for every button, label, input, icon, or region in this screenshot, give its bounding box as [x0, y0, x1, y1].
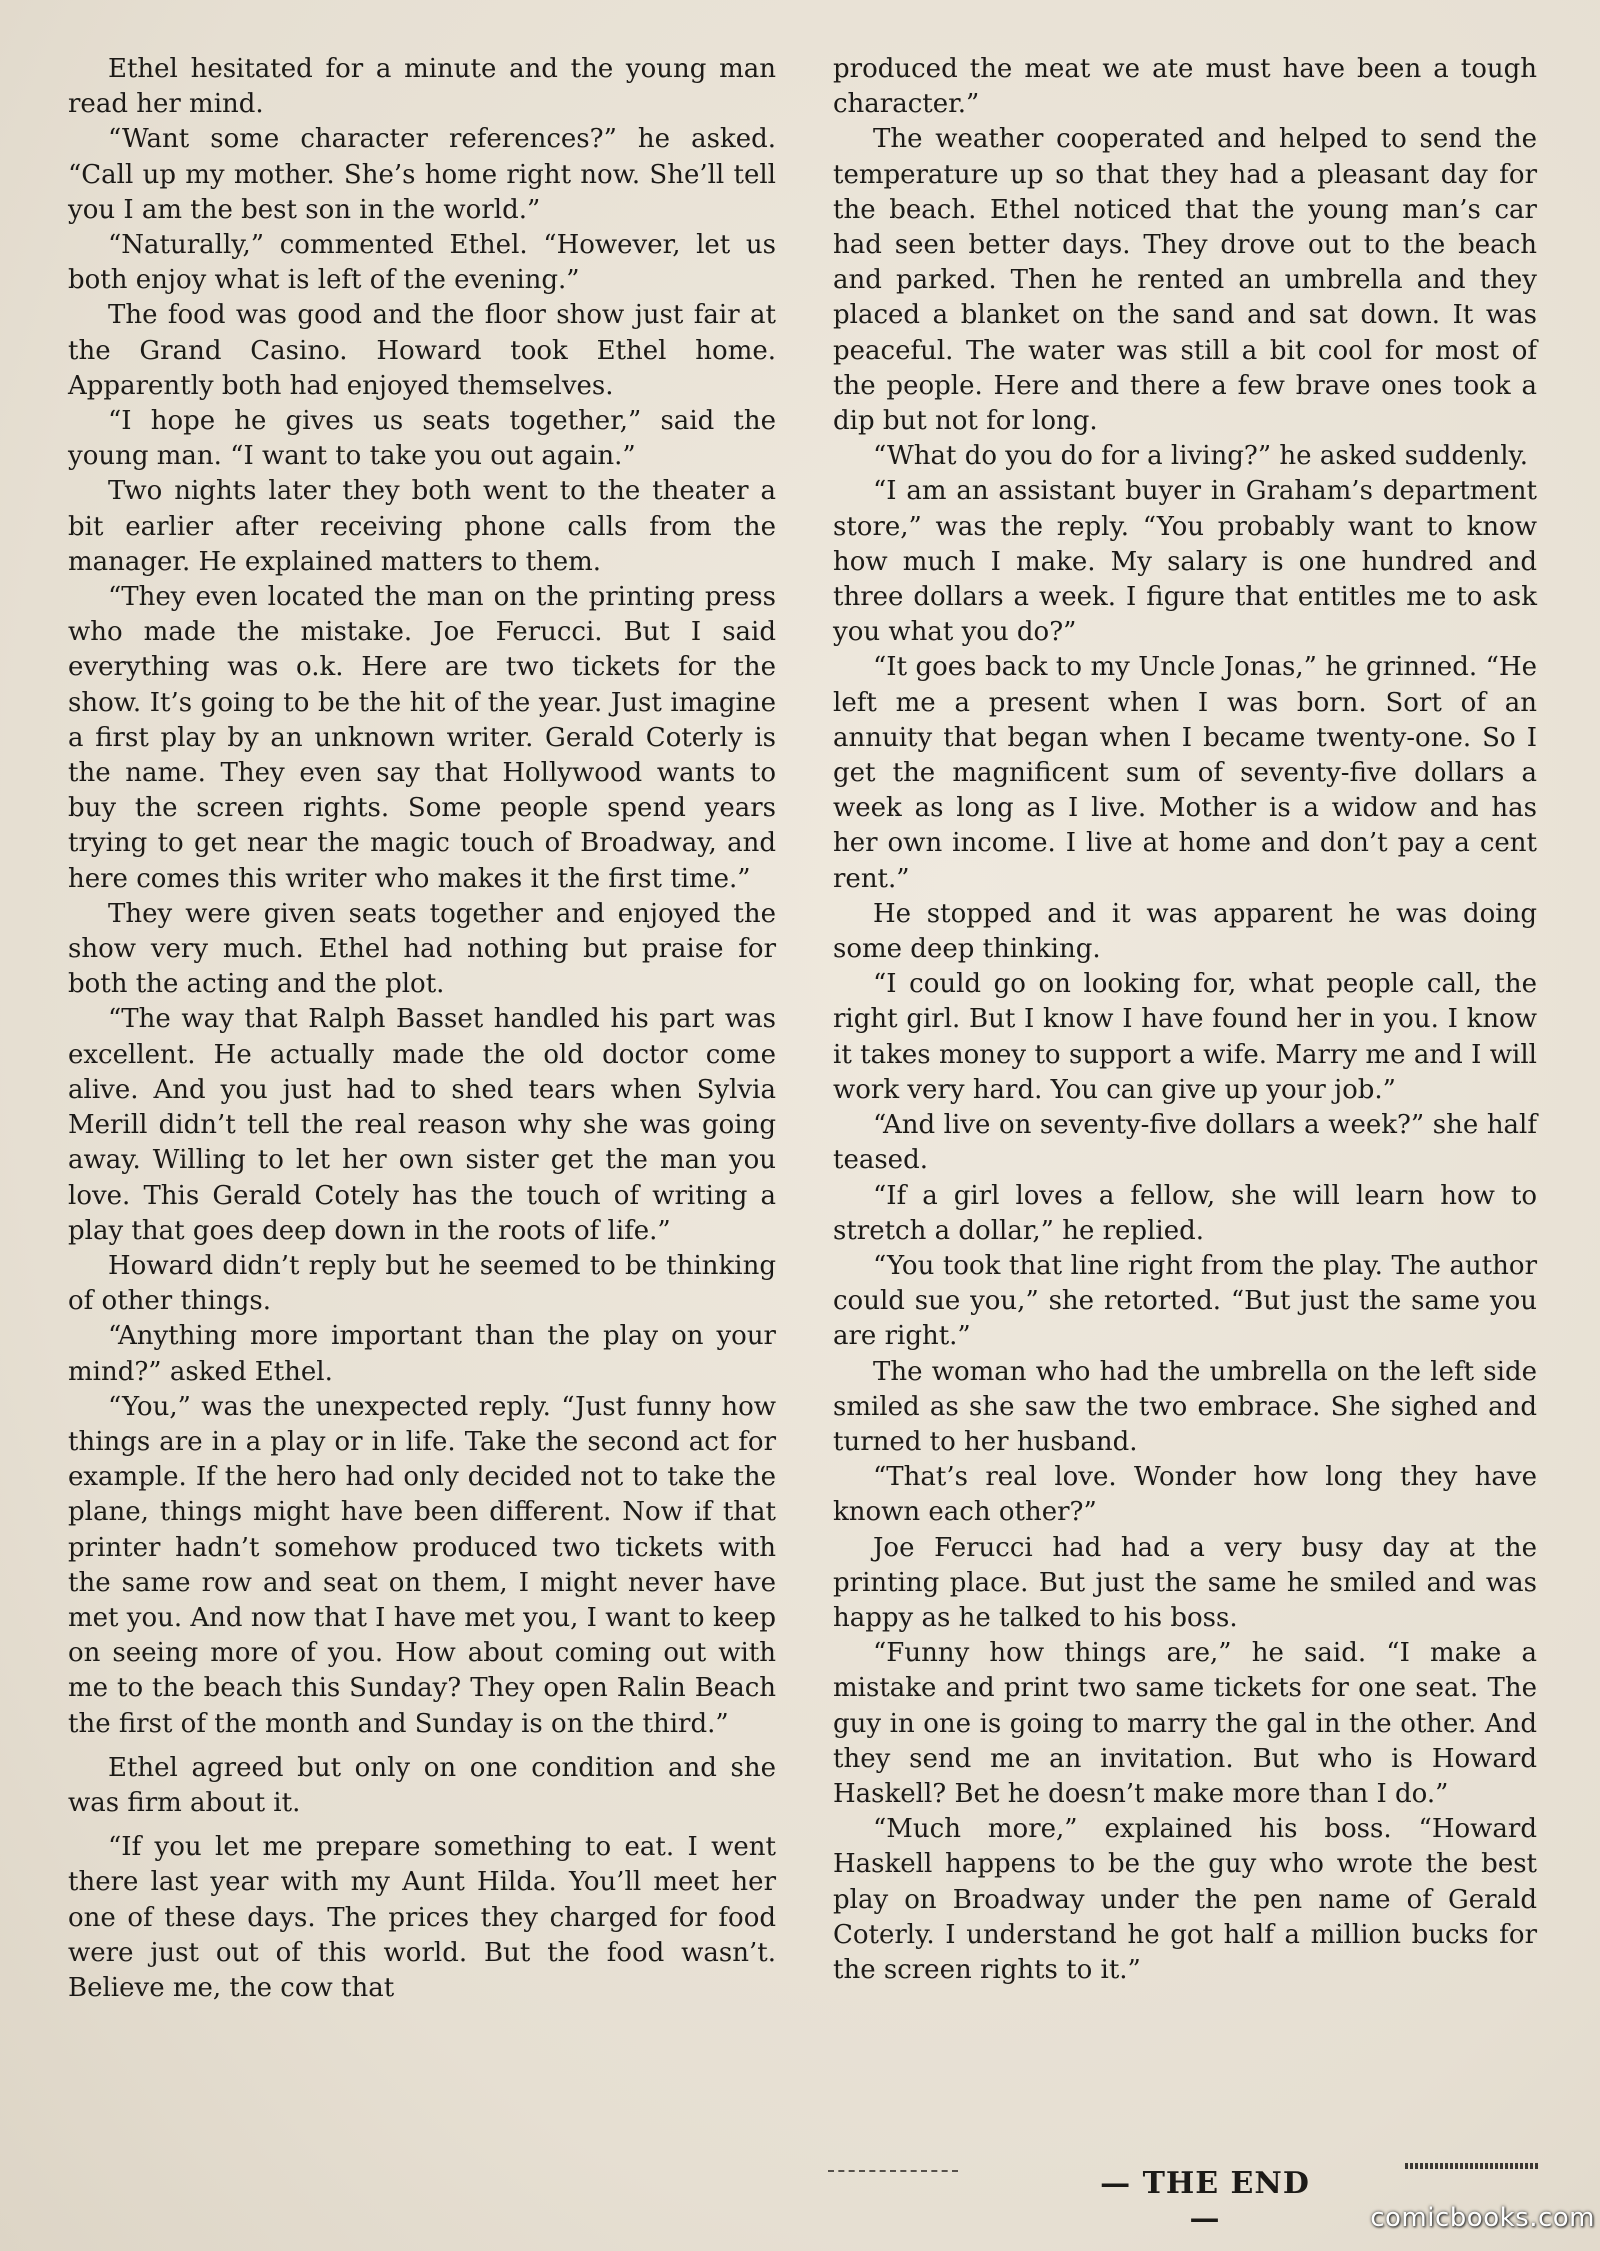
paragraph: The weather cooperated and helped to send the temperature up so that they had a pleasant day for the beach. Ethel noticed that the young man’s car had seen better days. They drove out to the beach and parked. Then he rented an umbrella and they placed a blanket on the sand and sat down. It was peaceful. The water was still a bit cool for most of the people. Here and there a few brave ones took a dip but not for long.: [833, 124, 1537, 437]
paragraph: “You,” was the unexpected reply. “Just funny how things are in a play or in life. Take the second act for example. If the hero had only decided not to take the plane, things might have been different. Now if that printer hadn’t somehow produced two tickets with the same row and seat on them, I might never have met you. And now that I have met you, I want to keep on seeing more of you. How about coming out with me to the beach this Sunday? They open Ralin Beach the first of the month and Sunday is on the third.”: [68, 1391, 776, 1739]
paragraph: “Naturally,” commented Ethel. “However, let us both enjoy what is left of the evening.”: [68, 230, 776, 296]
paragraph: “Anything more important than the play on your mind?” asked Ethel.: [68, 1321, 776, 1387]
paragraph: “You took that line right from the play. The author could sue you,” she retorted. “But just the same you are right.”: [833, 1250, 1537, 1352]
paragraph: Ethel hesitated for a minute and the young man read her mind.: [68, 54, 776, 120]
paragraph: “Want some character references?” he asked. “Call up my mother. She’s home right now. She’ll tell you I am the best son in the world.”: [68, 124, 776, 225]
paragraph: Howard didn’t reply but he seemed to be thinking of other things.: [68, 1250, 776, 1317]
paragraph: “I hope he gives us seats together,” said the young man. “I want to take you out again.”: [68, 406, 776, 472]
paragraph: Ethel agreed but only on one condition and she was firm about it.: [68, 1752, 776, 1818]
left-column: [68, 52, 776, 2006]
paragraph: “What do you do for a living?” he asked suddenly.: [873, 441, 1529, 472]
paragraph: They were given seats together and enjoyed the show very much. Ethel had nothing but praise for both the acting and the plot.: [68, 898, 776, 1000]
paragraph: The food was good and the floor show just fair at the Grand Casino. Howard took Ethel home. Apparently both had enjoyed themselves.: [68, 300, 776, 401]
paragraph: “If a girl loves a fellow, she will learn how to stretch a dollar,” he replied.: [833, 1180, 1537, 1246]
paragraph: “That’s real love. Wonder how long they have known each other?”: [833, 1462, 1537, 1528]
paragraph: “They even located the man on the printing press who made the mistake. Joe Ferucci. But I said everything was o.k. Here are two tickets for the show. It’s going to be the hit of the year. Just imagine a first play by an unknown writer. Gerald Coterly is the name. They even say that Hollywood wants to buy the screen rights. Some people spend years trying to get near the magic touch of Broadway, and here comes this writer who makes it the first time.”: [68, 582, 776, 894]
paragraph: “Much more,” explained his boss. “Howard Haskell happens to be the guy who wrote the best play on Broadway under the pen name of Gerald Coterly. I understand he got half a million bucks for the screen rights to it.”: [833, 1814, 1537, 1985]
paragraph: “I am an assistant buyer in Graham’s department store,” was the reply. “You probably want to know how much I make. My salary is one hundred and three dollars a week. I figure that entitles me to ask you what you do?”: [833, 476, 1537, 648]
paragraph: “I could go on looking for, what people call, the right girl. But I know I have found her in you. I know it takes money to support a wife. Marry me and I will work very hard. You can give up your job.”: [833, 969, 1537, 1105]
end-rule-left: [828, 2170, 958, 2172]
the-end-label: — THE END —: [1100, 2166, 1310, 2236]
paragraph: “The way that Ralph Basset handled his part was excellent. He actually made the old doctor come alive. And you just had to shed tears when Sylvia Merill didn’t tell the real reason why she was going away. Willing to let her own sister get the man you love. This Gerald Cotely has the touch of writing a play that goes deep down in the roots of life.”: [68, 1004, 776, 1246]
paragraph: “And live on seventy-five dollars a week?” she half teased.: [833, 1110, 1537, 1176]
paragraph: produced the meat we ate must have been a tough character.”: [833, 54, 1537, 120]
paragraph: He stopped and it was apparent he was doing some deep thinking.: [833, 898, 1537, 965]
paragraph: The woman who had the umbrella on the left side smiled as she saw the two embrace. She sighed and turned to her husband.: [833, 1356, 1537, 1457]
paragraph: Two nights later they both went to the theater a bit earlier after receiving phone calls from the manager. He explained matters to them.: [68, 476, 776, 577]
paragraph: Joe Ferucci had had a very busy day at the printing place. But just the same he smiled and was happy as he talked to his boss.: [833, 1532, 1537, 1633]
paragraph: “It goes back to my Uncle Jonas,” he grinned. “He left me a present when I was born. Sort of an annuity that began when I became twenty-one. So I get the magnificent sum of seventy-five dollars a week as long as I live. Mother is a widow and has her own income. I live at home and don’t pay a cent rent.”: [833, 652, 1537, 894]
paragraph: “Funny how things are,” he said. “I make a mistake and print two same tickets for one seat. The guy in one is going to marry the gal in the other. And they send me an invitation. But who is Howard Haskell? Bet he doesn’t make more than I do.”: [833, 1638, 1537, 1809]
right-column: [833, 52, 1537, 1988]
site-watermark: comicbooks.com: [1370, 2203, 1595, 2233]
end-rule-right: [1405, 2163, 1540, 2169]
paragraph: “If you let me prepare something to eat. I went there last year with my Aunt Hilda. You’ll meet her one of these days. The prices they charged for food were just out of this world. But the food wasn’t. Believe me, the cow that: [68, 1832, 776, 2003]
